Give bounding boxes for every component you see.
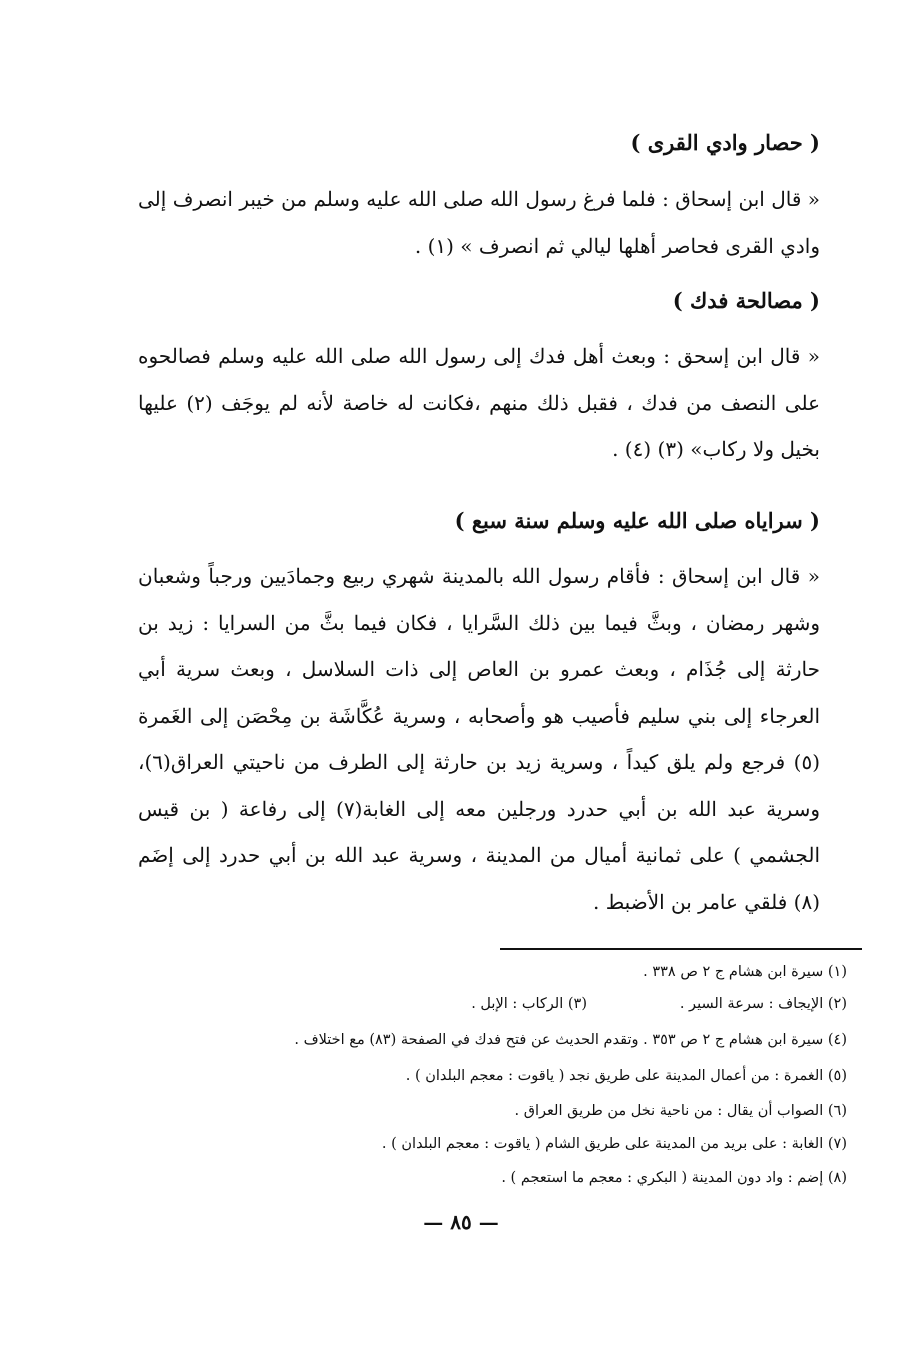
section-heading-wadi-al-qura: ( حصار وادي القرى ) xyxy=(630,130,820,155)
footnote-2: (٢) الإيجاف : سرعة السير . xyxy=(679,996,847,1012)
footnote-3: (٣) الركاب : الإبل . xyxy=(471,996,587,1012)
section-heading-fadak: ( مصالحة فدك ) xyxy=(672,288,820,313)
footnote-1: (١) سيرة ابن هشام ج ٢ ص ٣٣٨ . xyxy=(643,964,847,980)
footnote-8: (٨) إضم : واد دون المدينة ( البكري : معجم ما استعجم ) . xyxy=(501,1170,847,1186)
footnote-7: (٧) الغابة : على بريد من المدينة على طريق الشام ( ياقوت : معجم البلدان ) . xyxy=(381,1136,847,1152)
footnote-6: (٦) الصواب أن يقال : من ناحية نخل من طريق العراق . xyxy=(514,1103,847,1119)
paragraph-fadak: « قال ابن إسحق : وبعث أهل فدك إلى رسول الله صلى الله عليه وسلم فصالحوه على النصف من فدك ، فقبل ذلك منهم ،فكانت له خاصة لأنه لم يوجَف (٢) عليها بخيل ولا ركاب» (٣) (٤) . xyxy=(138,344,821,461)
footnote-5: (٥) الغمرة : من أعمال المدينة على طريق نجد ( ياقوت : معجم البلدان ) . xyxy=(405,1068,847,1084)
section-heading-expeditions: ( سراياه صلى الله عليه وسلم سنة سبع ) xyxy=(454,508,820,533)
footnote-row-2-3 xyxy=(247,994,847,1014)
paragraph-wadi-al-qura: « قال ابن إسحاق : فلما فرغ رسول الله صلى الله عليه وسلم من خيبر انصرف إلى وادي القرى فحاصر أهلها ليالي ثم انصرف » (١) . xyxy=(138,187,820,258)
footnote-divider xyxy=(500,948,862,950)
paragraph-expeditions: « قال ابن إسحاق : فأقام رسول الله بالمدينة شهري ربيع وجمادَيين ورجباً وشعبان وشهر رمضان ، وبثَّ فيما بين ذلك السَّرايا ، فكان فيما بثَّ من السرايا : زيد بن حارثة إلى جُذَام ، وبعث عمرو بن العاص إلى ذات السلاسل ، وبعث سرية أبي العرجاء إلى بني سليم فأصيب هو وأصحابه ، وسرية عُكَّاشَة بن مِحْصَن إلى الغَمرة (٥) فرجع ولم يلق كيداً ، وسرية زيد بن حارثة إلى الطرف من ناحيتي العراق(٦)، وسرية عبد الله بن أبي حدرد ورجلين معه إلى الغابة(٧) إلى رفاعة ( بن قيس الجشمي ) على ثمانية أميال من المدينة ، وسرية عبد الله بن أبي حدرد إلى إضَم (٨) فلقي عامر بن الأضبط . xyxy=(138,564,820,914)
footnote-4: (٤) سيرة ابن هشام ج ٢ ص ٣٥٣ . وتقدم الحديث عن فتح فدك في الصفحة (٨٣) مع اختلاف . xyxy=(294,1032,847,1048)
page-number: — ٨٥ — xyxy=(423,1210,499,1234)
